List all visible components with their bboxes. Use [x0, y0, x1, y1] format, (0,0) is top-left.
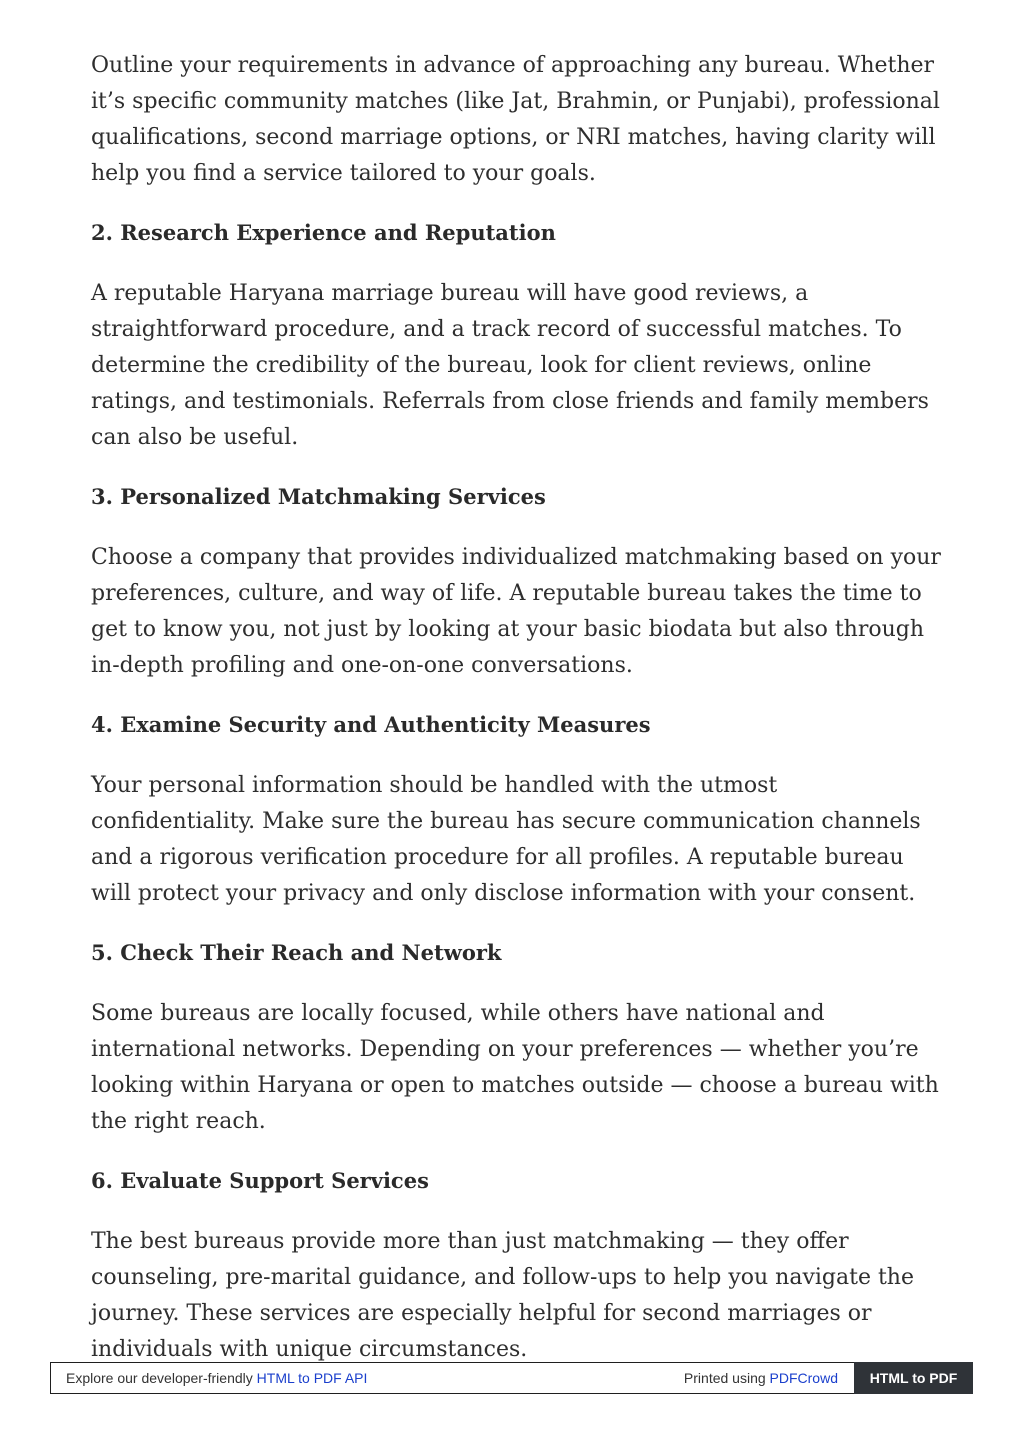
section-body-support: The best bureaus provide more than just matchmaking — they offer counseling, pre-marital guidance, and follow-ups to help you navigate the journey. These services are especially helpful for second marriages or individuals with unique circumstances.: [91, 1229, 914, 1362]
section-body-research: A reputable Haryana marriage bureau will have good reviews, a straightforward procedure, and a track record of successful matches. To determine the credibility of the bureau, look for client reviews, online ratings, and testimonials. Referrals from close friends and family members can also be useful.: [91, 281, 929, 450]
section-body-security: Your personal information should be handled with the utmost confidentiality. Make sure the bureau has secure communication channels and a rigorous verification procedure for all profiles. A reputable bureau will protect your privacy and only disclose information with your consent.: [91, 773, 921, 906]
section-heading-support: 6. Evaluate Support Services: [91, 1168, 429, 1193]
section-heading-research: 2. Research Experience and Reputation: [91, 220, 556, 245]
footer-printed-text: Printed using: [683, 1370, 766, 1386]
html-to-pdf-button[interactable]: HTML to PDF: [854, 1362, 973, 1394]
pdf-footer-banner: [50, 1362, 973, 1394]
html-to-pdf-api-link[interactable]: HTML to PDF API: [256, 1370, 368, 1386]
intro-paragraph: Outline your requirements in advance of approaching any bureau. Whether it’s specific community matches (like Jat, Brahmin, or Punjabi), professional qualifications, second marriage options, or NRI matches, having clarity will help you find a service tailored to your goals.: [91, 53, 940, 186]
footer-left: [66, 1363, 367, 1393]
section-heading-personalized: 3. Personalized Matchmaking Services: [91, 484, 546, 509]
section-body-reach: Some bureaus are locally focused, while others have national and international networks. Depending on your preferences — whether you’re looking within Haryana or open to matches outside — choose a bureau with the right reach.: [91, 1001, 939, 1134]
pdfcrowd-link[interactable]: PDFCrowd: [769, 1370, 838, 1386]
section-heading-reach: 5. Check Their Reach and Network: [91, 940, 502, 965]
section-heading-security: 4. Examine Security and Authenticity Measures: [91, 712, 651, 737]
footer-explore-text: Explore our developer-friendly: [66, 1370, 253, 1386]
section-body-personalized: Choose a company that provides individualized matchmaking based on your preferences, culture, and way of life. A reputable bureau takes the time to get to know you, not just by looking at your basic biodata but also through in-depth profiling and one-on-one conversations.: [91, 545, 941, 678]
article-body: [91, 48, 941, 1394]
footer-right: [684, 1363, 838, 1393]
